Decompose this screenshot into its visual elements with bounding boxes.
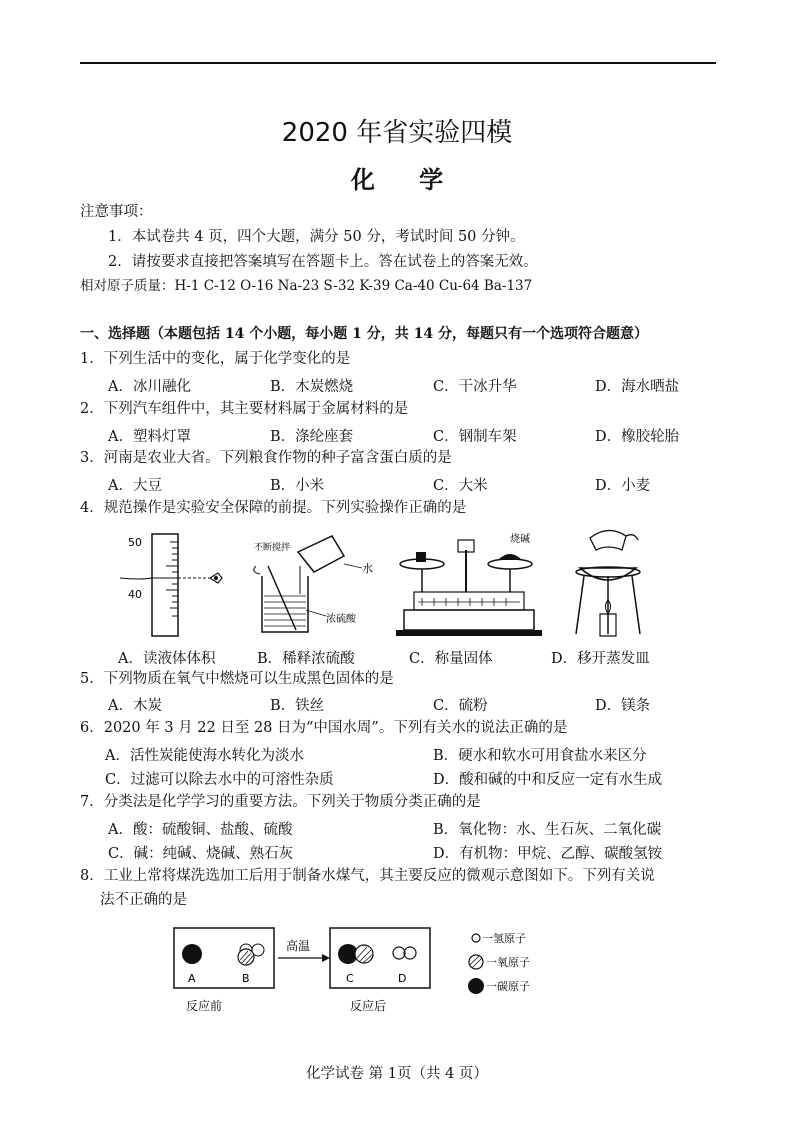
reaction-diagram bbox=[170, 922, 590, 1022]
option: B．铁丝 bbox=[270, 698, 325, 714]
option: C．钢制车架 bbox=[433, 429, 517, 445]
option: C．干冰升华 bbox=[433, 379, 517, 395]
option: C．过滤可以除去水中的可溶性杂质 bbox=[105, 772, 334, 788]
option: B．涤纶座套 bbox=[270, 429, 354, 445]
question-stem: 2．下列汽车组件中，其主要材料属于金属材料的是 bbox=[80, 401, 409, 417]
option: D．海水晒盐 bbox=[595, 379, 680, 395]
atomic-mass: 相对原子质量：H-1 C-12 O-16 Na-23 S-32 K-39 Ca-40 Cu-64 Ba-137 bbox=[80, 278, 533, 294]
note-item: 2．请按要求直接把答案填写在答题卡上。答在试卷上的答案无效。 bbox=[108, 254, 538, 270]
naoh-label: 烧碱 bbox=[510, 534, 530, 545]
option: A．酸：硫酸铜、盐酸、硫酸 bbox=[108, 822, 293, 838]
question-stem: 7．分类法是化学学习的重要方法。下列关于物质分类正确的是 bbox=[80, 794, 481, 810]
option: D．镁条 bbox=[595, 698, 651, 714]
question-stem: 8．工业上常将煤洗选加工后用于制备水煤气，其主要反应的微观示意图如下。下列有关说 bbox=[80, 868, 655, 884]
notes-heading: 注意事项： bbox=[80, 204, 153, 220]
after-label: 反应后 bbox=[350, 999, 387, 1013]
question-stem: 4．规范操作是实验安全保障的前提。下列实验操作正确的是 bbox=[80, 500, 467, 516]
label-a: A bbox=[188, 972, 196, 985]
graduated-cylinder-icon bbox=[120, 534, 222, 636]
option: C．碱：纯碱、烧碱、熟石灰 bbox=[108, 846, 294, 862]
page-footer: 化学试卷 第 1页（共 4 页） bbox=[306, 1066, 488, 1082]
cyl-top-label: 50 bbox=[128, 536, 142, 549]
balance-scale-icon bbox=[396, 540, 542, 636]
carbon-atom-icon bbox=[182, 944, 202, 964]
option: A．塑料灯罩 bbox=[108, 429, 191, 445]
hydrogen-legend-icon bbox=[472, 934, 480, 942]
option: D．橡胶轮胎 bbox=[595, 429, 680, 445]
acid-label: 浓硫酸 bbox=[326, 614, 356, 625]
water-label: 水 bbox=[362, 562, 373, 575]
oxygen-legend-icon bbox=[469, 955, 483, 969]
water-molecule-icon bbox=[238, 944, 264, 965]
question-stem: 3．河南是农业大省。下列粮食作物的种子富含蛋白质的是 bbox=[80, 450, 452, 466]
option: A．冰川融化 bbox=[108, 379, 191, 395]
option: B．小米 bbox=[270, 478, 325, 494]
option: B．稀释浓硫酸 bbox=[257, 651, 355, 667]
question-stem-cont: 法不正确的是 bbox=[100, 892, 187, 908]
option: D．酸和碱的中和反应一定有水生成 bbox=[433, 772, 663, 788]
section-heading: 一、选择题（本题包括 14 个小题，每小题 1 分，共 14 分，每题只有一个选项符合题意） bbox=[80, 326, 648, 342]
option: A．大豆 bbox=[108, 478, 162, 494]
co-molecule-icon bbox=[338, 944, 373, 964]
exam-title: 2020 年省实验四模 bbox=[281, 118, 513, 148]
lab-operations-figure bbox=[100, 526, 660, 641]
option: B．木炭燃烧 bbox=[270, 379, 354, 395]
option: C．称量固体 bbox=[409, 651, 493, 667]
label-b: B bbox=[242, 972, 250, 985]
before-label: 反应前 bbox=[186, 999, 223, 1013]
option: A．活性炭能使海水转化为淡水 bbox=[105, 748, 304, 764]
legend-oxygen: 一氧原子 bbox=[486, 956, 530, 969]
legend-hydrogen: 一氢原子 bbox=[482, 932, 526, 945]
stir-label: 不断搅拌 bbox=[254, 543, 291, 553]
option: D．有机物：甲烷、乙醇、碳酸氢铵 bbox=[433, 846, 663, 862]
option: C．硫粉 bbox=[433, 698, 488, 714]
option: C．大米 bbox=[433, 478, 488, 494]
option: B．硬水和软水可用食盐水来区分 bbox=[433, 748, 647, 764]
h2-molecule-icon bbox=[393, 947, 416, 959]
arrow-label: 高温 bbox=[286, 939, 311, 953]
top-rule bbox=[80, 62, 716, 64]
label-c: C bbox=[346, 972, 354, 985]
option: B．氧化物：水、生石灰、二氧化碳 bbox=[433, 822, 662, 838]
subject-title: 化 学 bbox=[350, 165, 462, 194]
legend-carbon: 一碳原子 bbox=[486, 980, 530, 993]
question-stem: 5．下列物质在氧气中燃烧可以生成黑色固体的是 bbox=[80, 671, 394, 687]
question-stem: 1．下列生活中的变化，属于化学变化的是 bbox=[80, 351, 351, 367]
option: D．移开蒸发皿 bbox=[551, 651, 650, 667]
label-d: D bbox=[398, 972, 407, 985]
option: A．木炭 bbox=[108, 698, 162, 714]
note-item: 1．本试卷共 4 页，四个大题，满分 50 分，考试时间 50 分钟。 bbox=[108, 229, 525, 245]
option: D．小麦 bbox=[595, 478, 651, 494]
carbon-legend-icon bbox=[468, 978, 484, 994]
option: A．读液体体积 bbox=[118, 651, 216, 667]
evaporating-dish-icon bbox=[576, 530, 640, 636]
cyl-bottom-label: 40 bbox=[128, 588, 142, 601]
question-stem: 6．2020 年 3 月 22 日至 28 日为“中国水周”。下列有关水的说法正确的是 bbox=[80, 720, 568, 736]
